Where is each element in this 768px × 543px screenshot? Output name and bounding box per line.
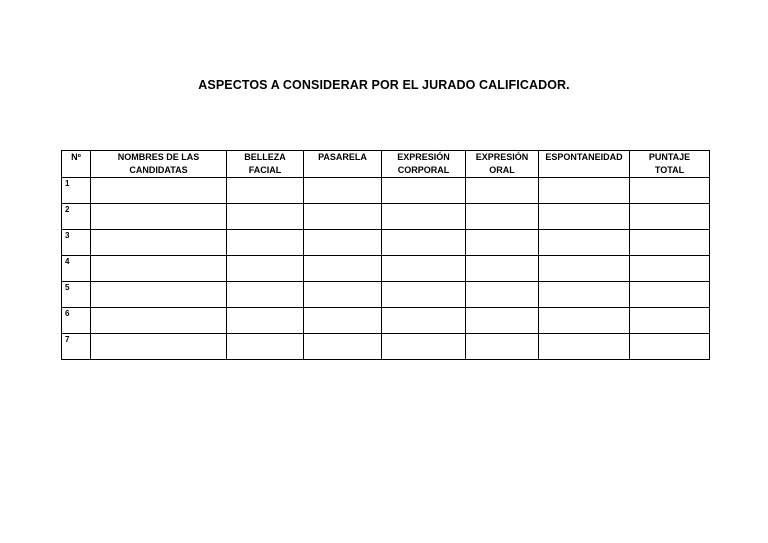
table-row: [62, 308, 710, 334]
total-score-cell[interactable]: [630, 230, 710, 256]
table-row: [62, 334, 710, 360]
total-score-cell[interactable]: [630, 178, 710, 204]
oral-expression-cell[interactable]: [466, 308, 539, 334]
runway-cell[interactable]: [304, 178, 382, 204]
runway-cell[interactable]: [304, 334, 382, 360]
oral-expression-cell[interactable]: [466, 334, 539, 360]
oral-expression-cell[interactable]: [466, 178, 539, 204]
row-number: 6: [62, 308, 91, 334]
runway-cell[interactable]: [304, 204, 382, 230]
body-expression-cell[interactable]: [382, 256, 466, 282]
oral-expression-cell[interactable]: [466, 282, 539, 308]
header-body-expression: EXPRESIÓN CORPORAL: [382, 151, 466, 178]
runway-cell[interactable]: [304, 230, 382, 256]
row-number: 3: [62, 230, 91, 256]
candidate-name-cell[interactable]: [91, 178, 227, 204]
facial-beauty-cell[interactable]: [227, 204, 304, 230]
total-score-cell[interactable]: [630, 282, 710, 308]
header-spontaneity: ESPONTANEIDAD: [539, 151, 630, 178]
header-facial-beauty: BELLEZA FACIAL: [227, 151, 304, 178]
spontaneity-cell[interactable]: [539, 308, 630, 334]
facial-beauty-cell[interactable]: [227, 230, 304, 256]
facial-beauty-cell[interactable]: [227, 282, 304, 308]
header-candidate-names: NOMBRES DE LAS CANDIDATAS: [91, 151, 227, 178]
candidate-name-cell[interactable]: [91, 308, 227, 334]
spontaneity-cell[interactable]: [539, 178, 630, 204]
facial-beauty-cell[interactable]: [227, 256, 304, 282]
facial-beauty-cell[interactable]: [227, 334, 304, 360]
oral-expression-cell[interactable]: [466, 230, 539, 256]
body-expression-cell[interactable]: [382, 230, 466, 256]
runway-cell[interactable]: [304, 282, 382, 308]
row-number: 5: [62, 282, 91, 308]
total-score-cell[interactable]: [630, 204, 710, 230]
spontaneity-cell[interactable]: [539, 230, 630, 256]
body-expression-cell[interactable]: [382, 282, 466, 308]
scoring-table: [61, 150, 710, 360]
body-expression-cell[interactable]: [382, 178, 466, 204]
oral-expression-cell[interactable]: [466, 204, 539, 230]
document-title: ASPECTOS A CONSIDERAR POR EL JURADO CALIFICADOR.: [198, 78, 570, 92]
candidate-name-cell[interactable]: [91, 204, 227, 230]
header-number: Nº: [62, 151, 91, 178]
total-score-cell[interactable]: [630, 308, 710, 334]
body-expression-cell[interactable]: [382, 204, 466, 230]
header-oral-expression: EXPRESIÓN ORAL: [466, 151, 539, 178]
runway-cell[interactable]: [304, 256, 382, 282]
runway-cell[interactable]: [304, 308, 382, 334]
spontaneity-cell[interactable]: [539, 282, 630, 308]
body-expression-cell[interactable]: [382, 334, 466, 360]
table-row: [62, 204, 710, 230]
table-row: [62, 282, 710, 308]
row-number: 4: [62, 256, 91, 282]
candidate-name-cell[interactable]: [91, 282, 227, 308]
body-expression-cell[interactable]: [382, 308, 466, 334]
spontaneity-cell[interactable]: [539, 256, 630, 282]
oral-expression-cell[interactable]: [466, 256, 539, 282]
row-number: 1: [62, 178, 91, 204]
candidate-name-cell[interactable]: [91, 256, 227, 282]
facial-beauty-cell[interactable]: [227, 308, 304, 334]
header-total-score: PUNTAJE TOTAL: [630, 151, 710, 178]
facial-beauty-cell[interactable]: [227, 178, 304, 204]
candidate-name-cell[interactable]: [91, 230, 227, 256]
candidate-name-cell[interactable]: [91, 334, 227, 360]
row-number: 2: [62, 204, 91, 230]
spontaneity-cell[interactable]: [539, 334, 630, 360]
table-row: [62, 178, 710, 204]
total-score-cell[interactable]: [630, 256, 710, 282]
total-score-cell[interactable]: [630, 334, 710, 360]
table-header-row: [62, 151, 710, 178]
spontaneity-cell[interactable]: [539, 204, 630, 230]
table-row: [62, 256, 710, 282]
header-runway: PASARELA: [304, 151, 382, 178]
table-row: [62, 230, 710, 256]
row-number: 7: [62, 334, 91, 360]
